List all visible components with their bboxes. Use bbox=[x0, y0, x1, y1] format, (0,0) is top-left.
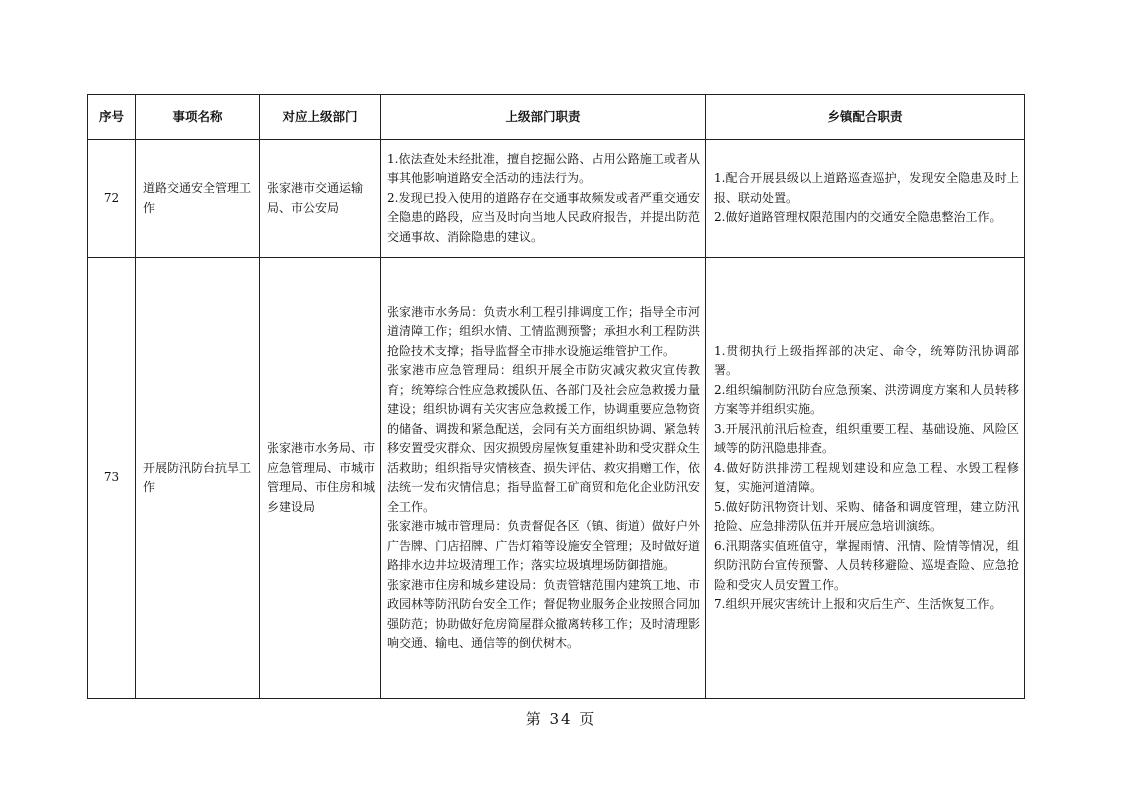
table-header-row bbox=[88, 95, 1025, 140]
town-duty-paragraph: 1.配合开展县级以上道路巡查巡护，发现安全隐患及时上报、联动处置。 bbox=[714, 171, 1019, 205]
duty-paragraph: 1.依法查处未经批准，擅自挖掘公路、占用公路施工或者从事其他影响道路安全活动的违法行为。 bbox=[387, 151, 700, 186]
row-department: 张家港市水务局、市应急管理局、市城市管理局、市住房和城乡建设局 bbox=[260, 258, 381, 699]
header-superior-department: 对应上级部门 bbox=[260, 95, 381, 140]
duty-paragraph: 2.发现已投入使用的道路存在交通事故频发或者严重交通安全隐患的路段，应当及时向当地人民政府报告，并提出防范交通事故、消除隐患的建议。 bbox=[387, 190, 700, 244]
duty-paragraph: 张家港市应急管理局：组织开展全市防灾减灾救灾宣传教育；统筹综合性应急救援队伍、各部门及社会应急救援力量建设；组织协调有关灾害应急救援工作，协调重要应急物资的储备、调拨和紧急配送，会同有关方面组织协调、紧急转移安置受灾群众、因灾损毁房屋恢复重建补助和受灾群众生活救助；组织指导灾情核查、损失评估、救灾捐赠工作，依法统一发布灾情信息；指导监督工矿商贸和危化企业防汛安全工作。 bbox=[387, 363, 700, 514]
town-duty-paragraph: 1.贯彻执行上级指挥部的决定、命令，统筹防汛协调部署。 bbox=[714, 343, 1019, 377]
town-duty-paragraph: 6.汛期落实值班值守，掌握雨情、汛情、险情等情况，组织防汛防台宣传预警、人员转移避险、巡堤查险、应急抢险和受灾人员安置工作。 bbox=[714, 538, 1019, 592]
town-duty-paragraph: 2.做好道路管理权限范围内的交通安全隐患整治工作。 bbox=[714, 210, 1002, 225]
page-number: 第 34 页 bbox=[525, 710, 597, 728]
header-superior-duties: 上级部门职责 bbox=[381, 95, 706, 140]
row-superior-duties bbox=[381, 258, 706, 699]
row-serial-number: 72 bbox=[88, 140, 136, 258]
duty-paragraph: 张家港市水务局：负责水利工程引排调度工作；指导全市河道清障工作；组织水情、工情监测预警；承担水利工程防洪抢险技术支撑；指导监督全市排水设施运维管护工作。 bbox=[387, 304, 700, 358]
row-department: 张家港市交通运输局、市公安局 bbox=[260, 140, 381, 258]
row-serial-number: 73 bbox=[88, 258, 136, 699]
header-item-name: 事项名称 bbox=[136, 95, 260, 140]
town-duty-paragraph: 3.开展汛前汛后检查，组织重要工程、基础设施、风险区域等的防汛隐患排查。 bbox=[714, 421, 1019, 455]
duty-paragraph: 张家港市城市管理局：负责督促各区（镇、街道）做好户外广告牌、门店招牌、广告灯箱等设施安全管理；及时做好道路排水边井垃圾清理工作；落实垃圾填埋场防御措施。 bbox=[387, 519, 700, 572]
row-item-name: 道路交通安全管理工作 bbox=[136, 140, 260, 258]
row-town-duties bbox=[706, 140, 1025, 258]
duty-table bbox=[87, 94, 1025, 699]
town-duty-paragraph: 2.组织编制防汛防台应急预案、洪涝调度方案和人员转移方案等并组织实施。 bbox=[714, 382, 1019, 416]
row-superior-duties bbox=[381, 140, 706, 258]
row-item-name: 开展防汛防台抗旱工作 bbox=[136, 258, 260, 699]
town-duty-paragraph: 7.组织开展灾害统计上报和灾后生产、生活恢复工作。 bbox=[714, 597, 1002, 611]
town-duty-paragraph: 4.做好防洪排涝工程规划建设和应急工程、水毁工程修复，实施河道清障。 bbox=[714, 460, 1019, 494]
table-row bbox=[88, 258, 1025, 699]
row-town-duties bbox=[706, 258, 1025, 699]
duty-paragraph: 张家港市住房和城乡建设局：负责管辖范围内建筑工地、市政园林等防汛防台安全工作；督促物业服务企业按照合同加强防范；协助做好危房简屋群众撤离转移工作；及时清理影响交通、输电、通信等的倒伏树木。 bbox=[387, 577, 700, 650]
table-row bbox=[88, 140, 1025, 258]
header-town-duties: 乡镇配合职责 bbox=[706, 95, 1025, 140]
town-duty-paragraph: 5.做好防汛物资计划、采购、储备和调度管理，建立防汛抢险、应急排涝队伍并开展应急培训演练。 bbox=[714, 499, 1019, 533]
header-serial-number: 序号 bbox=[88, 95, 136, 140]
